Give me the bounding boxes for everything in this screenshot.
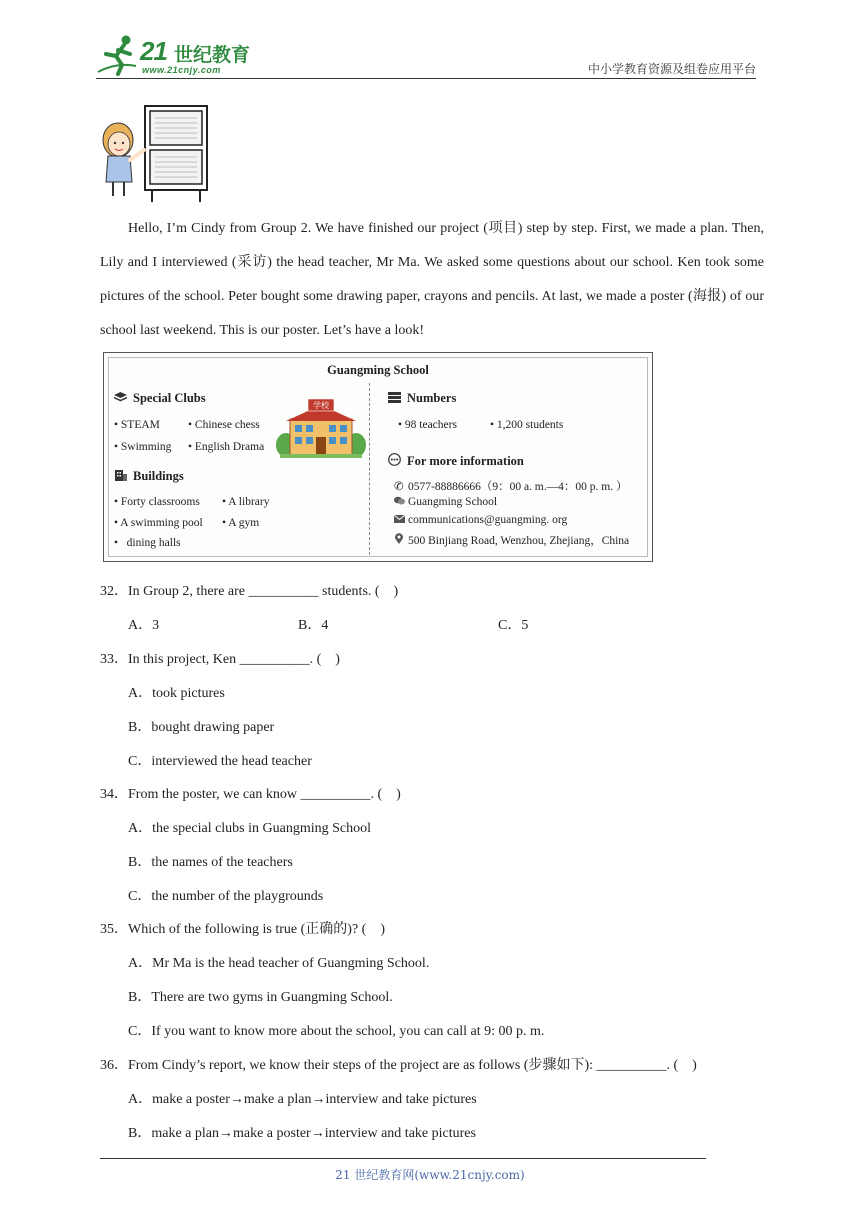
phone-info: ✆ 0577-88886666（9：00 a. m.—4：00 p. m. ） [394,481,628,493]
buildings-heading: Buildings [114,469,184,484]
number-item: • 98 teachers [398,419,457,431]
club-item: • Chinese chess [188,419,260,431]
girl-with-board-illustration [100,104,210,204]
phone-icon: ✆ [394,481,404,493]
page-footer[interactable]: 21 世纪教育网(www.21cnjy.com) [335,1168,525,1182]
numbers-heading: Numbers [388,391,456,406]
poster-divider [369,383,370,555]
question-35: 35．Which of the following is true (正确的)? ( ) [100,922,385,937]
more-info-heading: For more information [388,453,524,469]
question-36: 36．From Cindy’s report, we know their steps of the project are as follows (步骤如下): __________. ( ) [100,1058,697,1073]
location-pin-icon [394,533,404,544]
school-building-image [276,397,366,459]
option-b[interactable]: B．There are two gyms in Guangming School. [128,990,393,1005]
building-item: • A library [222,496,270,508]
building-item: • dining halls [114,537,181,549]
number-item: • 1,200 students [490,419,564,431]
building-sign-text: 学校 [313,401,329,410]
site-logo[interactable] [96,32,266,76]
layers-icon [114,392,127,403]
option-a[interactable]: A．3 [128,618,160,633]
club-item: • Swimming [114,441,172,453]
question-33: 33．In this project, Ken __________. ( ) [100,652,340,667]
logo-url: www.21cnjy.com [142,65,221,75]
option-a[interactable]: A．make a poster→make a plan→interview and take pictures [128,1092,477,1107]
option-a[interactable]: A．Mr Ma is the head teacher of Guangming School. [128,956,430,971]
email-info: communications@guangming. org [394,514,567,526]
address-info: 500 Binjiang Road, Wenzhou, Zhejiang，China [394,532,629,548]
club-item: • English Drama [188,441,265,453]
runner-logo-icon [96,32,140,76]
stack-icon [388,392,401,403]
option-a[interactable]: A．the special clubs in Guangming School [128,821,372,836]
poster-title: Guangming School [327,363,429,377]
option-c[interactable]: C．5 [498,618,529,633]
more-dots-icon [388,453,401,466]
logo-number: 21 [140,36,167,66]
platform-name: 中小学教育资源及组卷应用平台 [587,62,756,76]
special-clubs-heading: Special Clubs [114,391,206,406]
option-b[interactable]: B．4 [298,618,329,633]
building-item: • A gym [222,517,260,529]
question-34: 34．From the poster, we can know __________. ( ) [100,787,401,802]
logo-text: 世纪教育 [174,44,251,66]
option-b[interactable]: B．make a plan→make a poster→interview and take pictures [128,1126,476,1141]
question-32: 32．In Group 2, there are __________ students. ( ) [100,584,399,599]
option-c[interactable]: C．If you want to know more about the school, you can call at 9: 00 p. m. [128,1024,545,1039]
page-header [96,30,756,79]
building-item: • Forty classrooms [114,496,200,508]
option-a[interactable]: A．took pictures [128,686,225,701]
footer-divider [100,1158,706,1159]
option-c[interactable]: C．the number of the playgrounds [128,889,324,904]
reading-passage: Hello, I’m Cindy from Group 2. We have finished our project (项目) step by step. First, we made a plan. Then, Lily and I interviewed (采访) the head teacher, Mr Ma. We asked some questions about our school. Ken took some pictures of the school. Peter bought some drawing paper, crayons and pencils. At last, we made a poster (海报) of our school last weekend. This is our poster. Let’s have a look! [100,221,764,338]
option-b[interactable]: B．bought drawing paper [128,720,275,735]
option-b[interactable]: B．the names of the teachers [128,855,293,870]
building-item: • A swimming pool [114,517,203,529]
club-item: • STEAM [114,419,160,431]
building-icon [114,470,127,481]
wechat-icon [394,496,405,505]
email-icon [394,515,405,523]
wechat-info: Guangming School [394,496,497,508]
school-poster [103,352,653,562]
option-c[interactable]: C．interviewed the head teacher [128,754,312,769]
